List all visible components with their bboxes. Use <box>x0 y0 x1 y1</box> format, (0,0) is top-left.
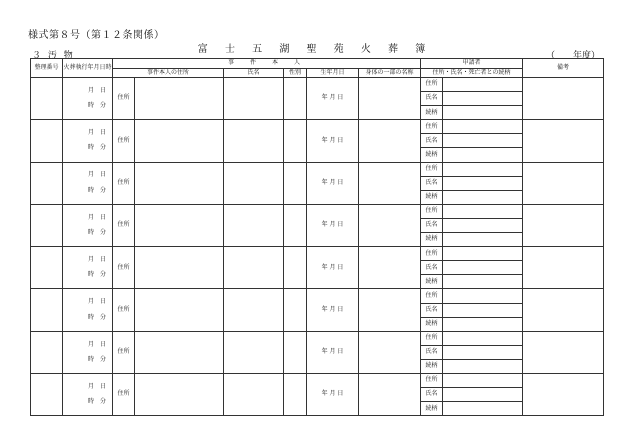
seiri-bango-cell[interactable] <box>31 289 63 331</box>
applicant-field-label: 氏名 <box>421 176 443 190</box>
applicant-field-value[interactable] <box>443 176 523 190</box>
biko-cell[interactable] <box>523 289 604 331</box>
applicant-field-label: 氏名 <box>421 303 443 317</box>
biko-cell[interactable] <box>523 373 604 415</box>
applicant-field-value[interactable] <box>443 78 523 92</box>
shimei-cell[interactable] <box>224 247 284 289</box>
applicant-field-value[interactable] <box>443 120 523 134</box>
jikenhonnin-jusho-cell[interactable] <box>135 78 224 120</box>
applicant-field-value[interactable] <box>443 359 523 373</box>
shintai-meisho-cell[interactable] <box>359 289 421 331</box>
applicant-field-label: 住所 <box>421 204 443 218</box>
applicant-field-value[interactable] <box>443 275 523 289</box>
seibetsu-cell[interactable] <box>284 331 307 373</box>
jusho-label: 住所 <box>113 331 135 373</box>
seiri-bango-cell[interactable] <box>31 78 63 120</box>
applicant-field-value[interactable] <box>443 233 523 247</box>
header-biko: 備考 <box>523 59 604 78</box>
jusho-label: 住所 <box>113 289 135 331</box>
kaso-datetime-cell[interactable] <box>63 331 113 373</box>
jikenhonnin-jusho-cell[interactable] <box>135 289 224 331</box>
seinengappi-cell[interactable]: 年 月 日 <box>307 373 359 415</box>
gappi-label: 月 日 <box>87 382 106 390</box>
applicant-field-value[interactable] <box>443 373 523 387</box>
applicant-field-value[interactable] <box>443 218 523 232</box>
header-jikenhonnin: 事 件 本 人 <box>113 59 421 69</box>
header-shimei: 氏名 <box>224 69 284 78</box>
applicant-field-label: 続柄 <box>421 148 443 162</box>
applicant-field-label: 氏名 <box>421 92 443 106</box>
applicant-field-value[interactable] <box>443 134 523 148</box>
jifun-label: 時 分 <box>87 144 106 152</box>
jikenhonnin-jusho-cell[interactable] <box>135 162 224 204</box>
applicant-field-label: 続柄 <box>421 106 443 120</box>
applicant-field-value[interactable] <box>443 261 523 275</box>
register-row <box>31 162 604 176</box>
seibetsu-cell[interactable] <box>284 204 307 246</box>
header-kaso-nichiji: 火葬執行年月日時 <box>63 59 113 78</box>
applicant-field-label: 氏名 <box>421 345 443 359</box>
applicant-field-label: 氏名 <box>421 218 443 232</box>
header-seiri-bango: 整理番号 <box>31 59 63 78</box>
jusho-label: 住所 <box>113 204 135 246</box>
form-number-label: 様式第８号（第１２条関係） <box>28 30 165 41</box>
seibetsu-cell[interactable] <box>284 289 307 331</box>
register-row <box>31 331 604 345</box>
header-seibetsu: 性別 <box>284 69 307 78</box>
biko-cell[interactable] <box>523 120 604 162</box>
kaso-datetime-cell[interactable] <box>63 120 113 162</box>
biko-cell[interactable] <box>523 247 604 289</box>
applicant-field-value[interactable] <box>443 204 523 218</box>
jusho-label: 住所 <box>113 78 135 120</box>
register-row <box>31 204 604 218</box>
biko-cell[interactable] <box>523 331 604 373</box>
applicant-field-label: 住所 <box>421 331 443 345</box>
applicant-field-label: 続柄 <box>421 359 443 373</box>
applicant-field-label: 氏名 <box>421 261 443 275</box>
applicant-field-value[interactable] <box>443 162 523 176</box>
applicant-field-label: 住所 <box>421 120 443 134</box>
header-jikenhonnin-jusho: 事件本人の住所 <box>113 69 224 78</box>
applicant-field-label: 住所 <box>421 78 443 92</box>
applicant-field-label: 続柄 <box>421 317 443 331</box>
gappi-label: 月 日 <box>87 340 106 348</box>
applicant-field-value[interactable] <box>443 402 523 416</box>
applicant-field-label: 氏名 <box>421 388 443 402</box>
seibetsu-cell[interactable] <box>284 373 307 415</box>
applicant-field-value[interactable] <box>443 148 523 162</box>
shimei-cell[interactable] <box>224 78 284 120</box>
gappi-label: 月 日 <box>87 86 106 94</box>
jikenhonnin-jusho-cell[interactable] <box>135 204 224 246</box>
biko-cell[interactable] <box>523 162 604 204</box>
applicant-field-value[interactable] <box>443 92 523 106</box>
seinengappi-cell[interactable]: 年 月 日 <box>307 247 359 289</box>
jikenhonnin-jusho-cell[interactable] <box>135 331 224 373</box>
shintai-meisho-cell[interactable] <box>359 120 421 162</box>
seinengappi-cell[interactable]: 年 月 日 <box>307 162 359 204</box>
seinengappi-cell[interactable]: 年 月 日 <box>307 331 359 373</box>
kaso-datetime-cell[interactable] <box>63 373 113 415</box>
cremation-register-table <box>30 58 604 416</box>
header-shintai-meisho: 身体の一部の名称 <box>359 69 421 78</box>
gappi-label: 月 日 <box>87 298 106 306</box>
register-row <box>31 247 604 261</box>
seinengappi-cell[interactable]: 年 月 日 <box>307 120 359 162</box>
register-row <box>31 373 604 387</box>
header-shinseisha: 申請者 <box>421 59 523 69</box>
shintai-meisho-cell[interactable] <box>359 331 421 373</box>
applicant-field-value[interactable] <box>443 331 523 345</box>
applicant-field-label: 続柄 <box>421 402 443 416</box>
applicant-field-value[interactable] <box>443 303 523 317</box>
jifun-label: 時 分 <box>87 398 106 406</box>
applicant-field-value[interactable] <box>443 190 523 204</box>
shimei-cell[interactable] <box>224 373 284 415</box>
jifun-label: 時 分 <box>87 355 106 363</box>
jikenhonnin-jusho-cell[interactable] <box>135 373 224 415</box>
seibetsu-cell[interactable] <box>284 78 307 120</box>
shintai-meisho-cell[interactable] <box>359 247 421 289</box>
seinengappi-cell[interactable]: 年 月 日 <box>307 78 359 120</box>
applicant-field-value[interactable] <box>443 317 523 331</box>
category-label: ３ 汚 物 <box>32 51 75 61</box>
seiri-bango-cell[interactable] <box>31 373 63 415</box>
applicant-field-value[interactable] <box>443 106 523 120</box>
applicant-field-label: 氏名 <box>421 134 443 148</box>
kaso-datetime-cell[interactable] <box>63 289 113 331</box>
applicant-field-label: 続柄 <box>421 233 443 247</box>
seibetsu-cell[interactable] <box>284 162 307 204</box>
header-seinengappi: 生年月日 <box>307 69 359 78</box>
shintai-meisho-cell[interactable] <box>359 204 421 246</box>
applicant-field-label: 住所 <box>421 162 443 176</box>
seibetsu-cell[interactable] <box>284 120 307 162</box>
document-title: 富 士 五 湖 聖 苑 火 葬 簿 <box>197 44 433 55</box>
applicant-field-label: 続柄 <box>421 190 443 204</box>
jikenhonnin-jusho-cell[interactable] <box>135 120 224 162</box>
jifun-label: 時 分 <box>87 271 106 279</box>
applicant-field-value[interactable] <box>443 345 523 359</box>
jusho-label: 住所 <box>113 247 135 289</box>
gappi-label: 月 日 <box>87 171 106 179</box>
seinengappi-cell[interactable]: 年 月 日 <box>307 289 359 331</box>
kaso-datetime-cell[interactable] <box>63 204 113 246</box>
seiri-bango-cell[interactable] <box>31 331 63 373</box>
kaso-datetime-cell[interactable] <box>63 247 113 289</box>
fiscal-year-label: （ 年度） <box>546 51 601 61</box>
gappi-label: 月 日 <box>87 129 106 137</box>
kaso-datetime-cell[interactable] <box>63 78 113 120</box>
seiri-bango-cell[interactable] <box>31 247 63 289</box>
biko-cell[interactable] <box>523 78 604 120</box>
applicant-field-value[interactable] <box>443 247 523 261</box>
shimei-cell[interactable] <box>224 162 284 204</box>
seibetsu-cell[interactable] <box>284 247 307 289</box>
seiri-bango-cell[interactable] <box>31 162 63 204</box>
applicant-field-label: 住所 <box>421 289 443 303</box>
jusho-label: 住所 <box>113 162 135 204</box>
shintai-meisho-cell[interactable] <box>359 373 421 415</box>
seiri-bango-cell[interactable] <box>31 120 63 162</box>
seiri-bango-cell[interactable] <box>31 204 63 246</box>
applicant-field-value[interactable] <box>443 388 523 402</box>
biko-cell[interactable] <box>523 204 604 246</box>
shimei-cell[interactable] <box>224 120 284 162</box>
shintai-meisho-cell[interactable] <box>359 78 421 120</box>
register-row <box>31 289 604 303</box>
jifun-label: 時 分 <box>87 186 106 194</box>
seinengappi-cell[interactable]: 年 月 日 <box>307 204 359 246</box>
register-row <box>31 120 604 134</box>
applicant-field-value[interactable] <box>443 289 523 303</box>
shintai-meisho-cell[interactable] <box>359 162 421 204</box>
kaso-datetime-cell[interactable] <box>63 162 113 204</box>
jifun-label: 時 分 <box>87 102 106 110</box>
shimei-cell[interactable] <box>224 204 284 246</box>
shimei-cell[interactable] <box>224 331 284 373</box>
applicant-field-label: 続柄 <box>421 275 443 289</box>
jifun-label: 時 分 <box>87 228 106 236</box>
jusho-label: 住所 <box>113 120 135 162</box>
jusho-label: 住所 <box>113 373 135 415</box>
shimei-cell[interactable] <box>224 289 284 331</box>
jifun-label: 時 分 <box>87 313 106 321</box>
register-row <box>31 78 604 92</box>
header-shinseisha-detail: 住所・氏名・死亡者との続柄 <box>421 69 523 78</box>
applicant-field-label: 住所 <box>421 373 443 387</box>
jikenhonnin-jusho-cell[interactable] <box>135 247 224 289</box>
gappi-label: 月 日 <box>87 213 106 221</box>
applicant-field-label: 住所 <box>421 247 443 261</box>
gappi-label: 月 日 <box>87 255 106 263</box>
